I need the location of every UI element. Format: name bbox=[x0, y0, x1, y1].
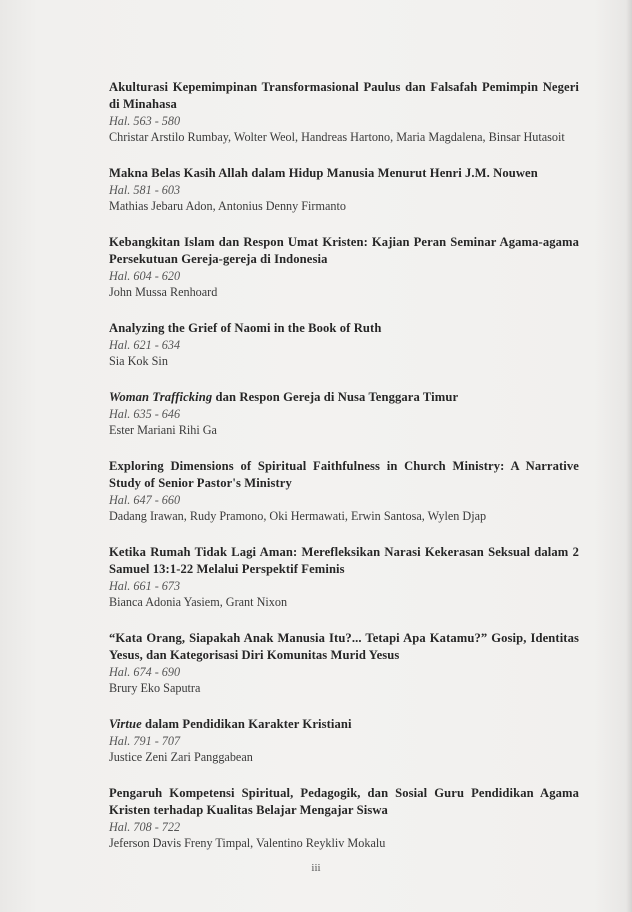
toc-entry bbox=[109, 320, 579, 369]
entry-authors: Dadang Irawan, Rudy Pramono, Oki Hermawati, Erwin Santosa, Wylen Djap bbox=[109, 509, 487, 523]
entry-pages: Hal. 791 - 707 bbox=[109, 734, 181, 748]
entry-title bbox=[109, 785, 579, 819]
toc-entry bbox=[109, 165, 579, 214]
entry-title-text: “Kata Orang, Siapakah Anak Manusia Itu?... Tetapi Apa Katamu?” Gosip, Identitas Yesus, dan Kategorisasi Diri Komunitas Murid Yesus bbox=[109, 631, 579, 662]
entry-authors: Ester Mariani Rihi Ga bbox=[109, 423, 217, 437]
entry-title-text: Analyzing the Grief of Naomi in the Book of Ruth bbox=[109, 321, 382, 335]
toc-entry bbox=[109, 544, 579, 610]
toc-entry bbox=[109, 458, 579, 524]
entry-authors: Sia Kok Sin bbox=[109, 354, 168, 368]
entry-authors: Christar Arstilo Rumbay, Wolter Weol, Handreas Hartono, Maria Magdalena, Binsar Hutasoit bbox=[109, 130, 565, 144]
page-number: iii bbox=[311, 862, 321, 874]
entry-pages: Hal. 621 - 634 bbox=[109, 338, 181, 352]
entry-title bbox=[109, 630, 579, 664]
entry-title bbox=[109, 389, 579, 406]
entry-authors: Jeferson Davis Freny Timpal, Valentino Reykliv Mokalu bbox=[109, 836, 386, 850]
entry-authors: Bianca Adonia Yasiem, Grant Nixon bbox=[109, 595, 288, 609]
entry-title bbox=[109, 320, 579, 337]
toc-entry bbox=[109, 716, 579, 765]
toc-entry bbox=[109, 785, 579, 851]
entry-title-text: Ketika Rumah Tidak Lagi Aman: Merefleksikan Narasi Kekerasan Seksual dalam 2 Samuel 13:1-22 Melalui Perspektif Feminis bbox=[109, 545, 579, 576]
entry-title bbox=[109, 79, 579, 113]
page-edge-shadow bbox=[626, 0, 632, 912]
entry-title bbox=[109, 458, 579, 492]
entry-pages: Hal. 604 - 620 bbox=[109, 269, 181, 283]
entry-authors: John Mussa Renhoard bbox=[109, 285, 218, 299]
entry-pages: Hal. 647 - 660 bbox=[109, 493, 181, 507]
entry-title bbox=[109, 165, 579, 182]
table-of-contents bbox=[109, 79, 579, 871]
entry-title bbox=[109, 544, 579, 578]
entry-pages: Hal. 674 - 690 bbox=[109, 665, 181, 679]
entry-title-italic: Woman Trafficking bbox=[109, 390, 213, 404]
toc-entry bbox=[109, 389, 579, 438]
entry-authors: Justice Zeni Zari Panggabean bbox=[109, 750, 253, 764]
entry-pages: Hal. 581 - 603 bbox=[109, 183, 181, 197]
entry-pages: Hal. 563 - 580 bbox=[109, 114, 181, 128]
entry-authors: Brury Eko Saputra bbox=[109, 681, 201, 695]
toc-entry bbox=[109, 79, 579, 145]
entry-title-text: Akulturasi Kepemimpinan Transformasional Paulus dan Falsafah Pemimpin Negeri di Minahasa bbox=[109, 80, 579, 111]
entry-authors: Mathias Jebaru Adon, Antonius Denny Firmanto bbox=[109, 199, 346, 213]
entry-title-italic: Virtue bbox=[109, 717, 142, 731]
entry-title-text: Pengaruh Kompetensi Spiritual, Pedagogik, dan Sosial Guru Pendidikan Agama Kristen terhadap Kualitas Belajar Mengajar Siswa bbox=[109, 786, 579, 817]
entry-pages: Hal. 661 - 673 bbox=[109, 579, 181, 593]
entry-pages: Hal. 708 - 722 bbox=[109, 820, 181, 834]
entry-pages: Hal. 635 - 646 bbox=[109, 407, 181, 421]
entry-title-text: dalam Pendidikan Karakter Kristiani bbox=[141, 717, 352, 731]
entry-title-text: Exploring Dimensions of Spiritual Faithfulness in Church Ministry: A Narrative Study of Senior Pastor's Ministry bbox=[109, 459, 579, 490]
entry-title-text: dan Respon Gereja di Nusa Tenggara Timur bbox=[212, 390, 459, 404]
entry-title-text: Makna Belas Kasih Allah dalam Hidup Manusia Menurut Henri J.M. Nouwen bbox=[109, 166, 538, 180]
entry-title-text: Kebangkitan Islam dan Respon Umat Kristen: Kajian Peran Seminar Agama-agama Persekutuan Gereja-gereja di Indonesia bbox=[109, 235, 579, 266]
entry-title bbox=[109, 234, 579, 268]
toc-entry bbox=[109, 234, 579, 300]
toc-entry bbox=[109, 630, 579, 696]
entry-title bbox=[109, 716, 579, 733]
